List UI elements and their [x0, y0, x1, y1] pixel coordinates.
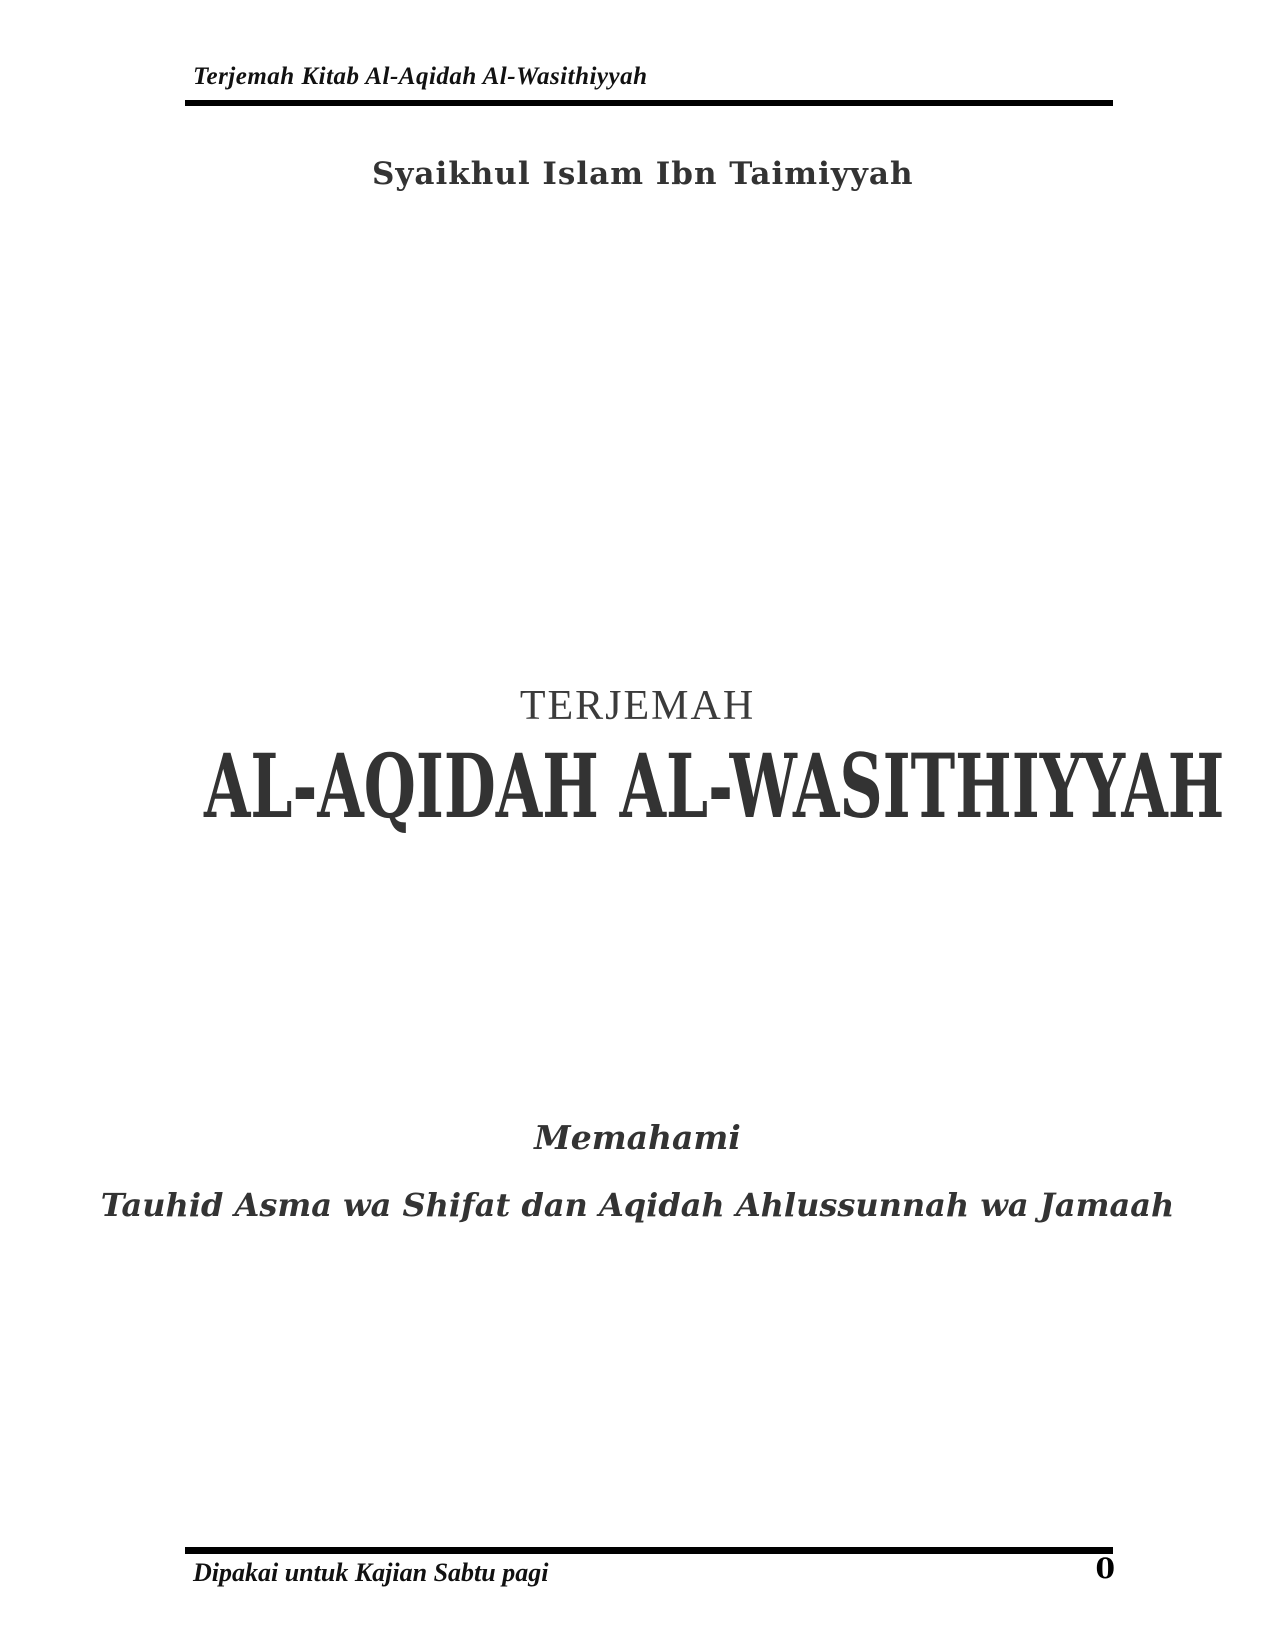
- footer-note: Dipakai untuk Kajian Sabtu pagi: [193, 1558, 549, 1587]
- book-supertitle: TERJEMAH: [519, 683, 756, 729]
- book-tagline-memahami: Memahami: [534, 1118, 741, 1157]
- header-rule: [185, 100, 1113, 106]
- page-number: 0: [1095, 1552, 1115, 1585]
- header-running-title: Terjemah Kitab Al-Aqidah Al-Wasithiyyah: [193, 63, 648, 90]
- footer-rule: [185, 1547, 1113, 1554]
- author-name: Syaikhul Islam Ibn Taimiyyah: [372, 156, 914, 192]
- book-tagline-tauhid: Tauhid Asma wa Shifat dan Aqidah Ahlussunnah wa Jamaah: [100, 1186, 1175, 1224]
- book-main-title: AL-AQIDAH AL-WASITHIYYAH: [204, 734, 1225, 838]
